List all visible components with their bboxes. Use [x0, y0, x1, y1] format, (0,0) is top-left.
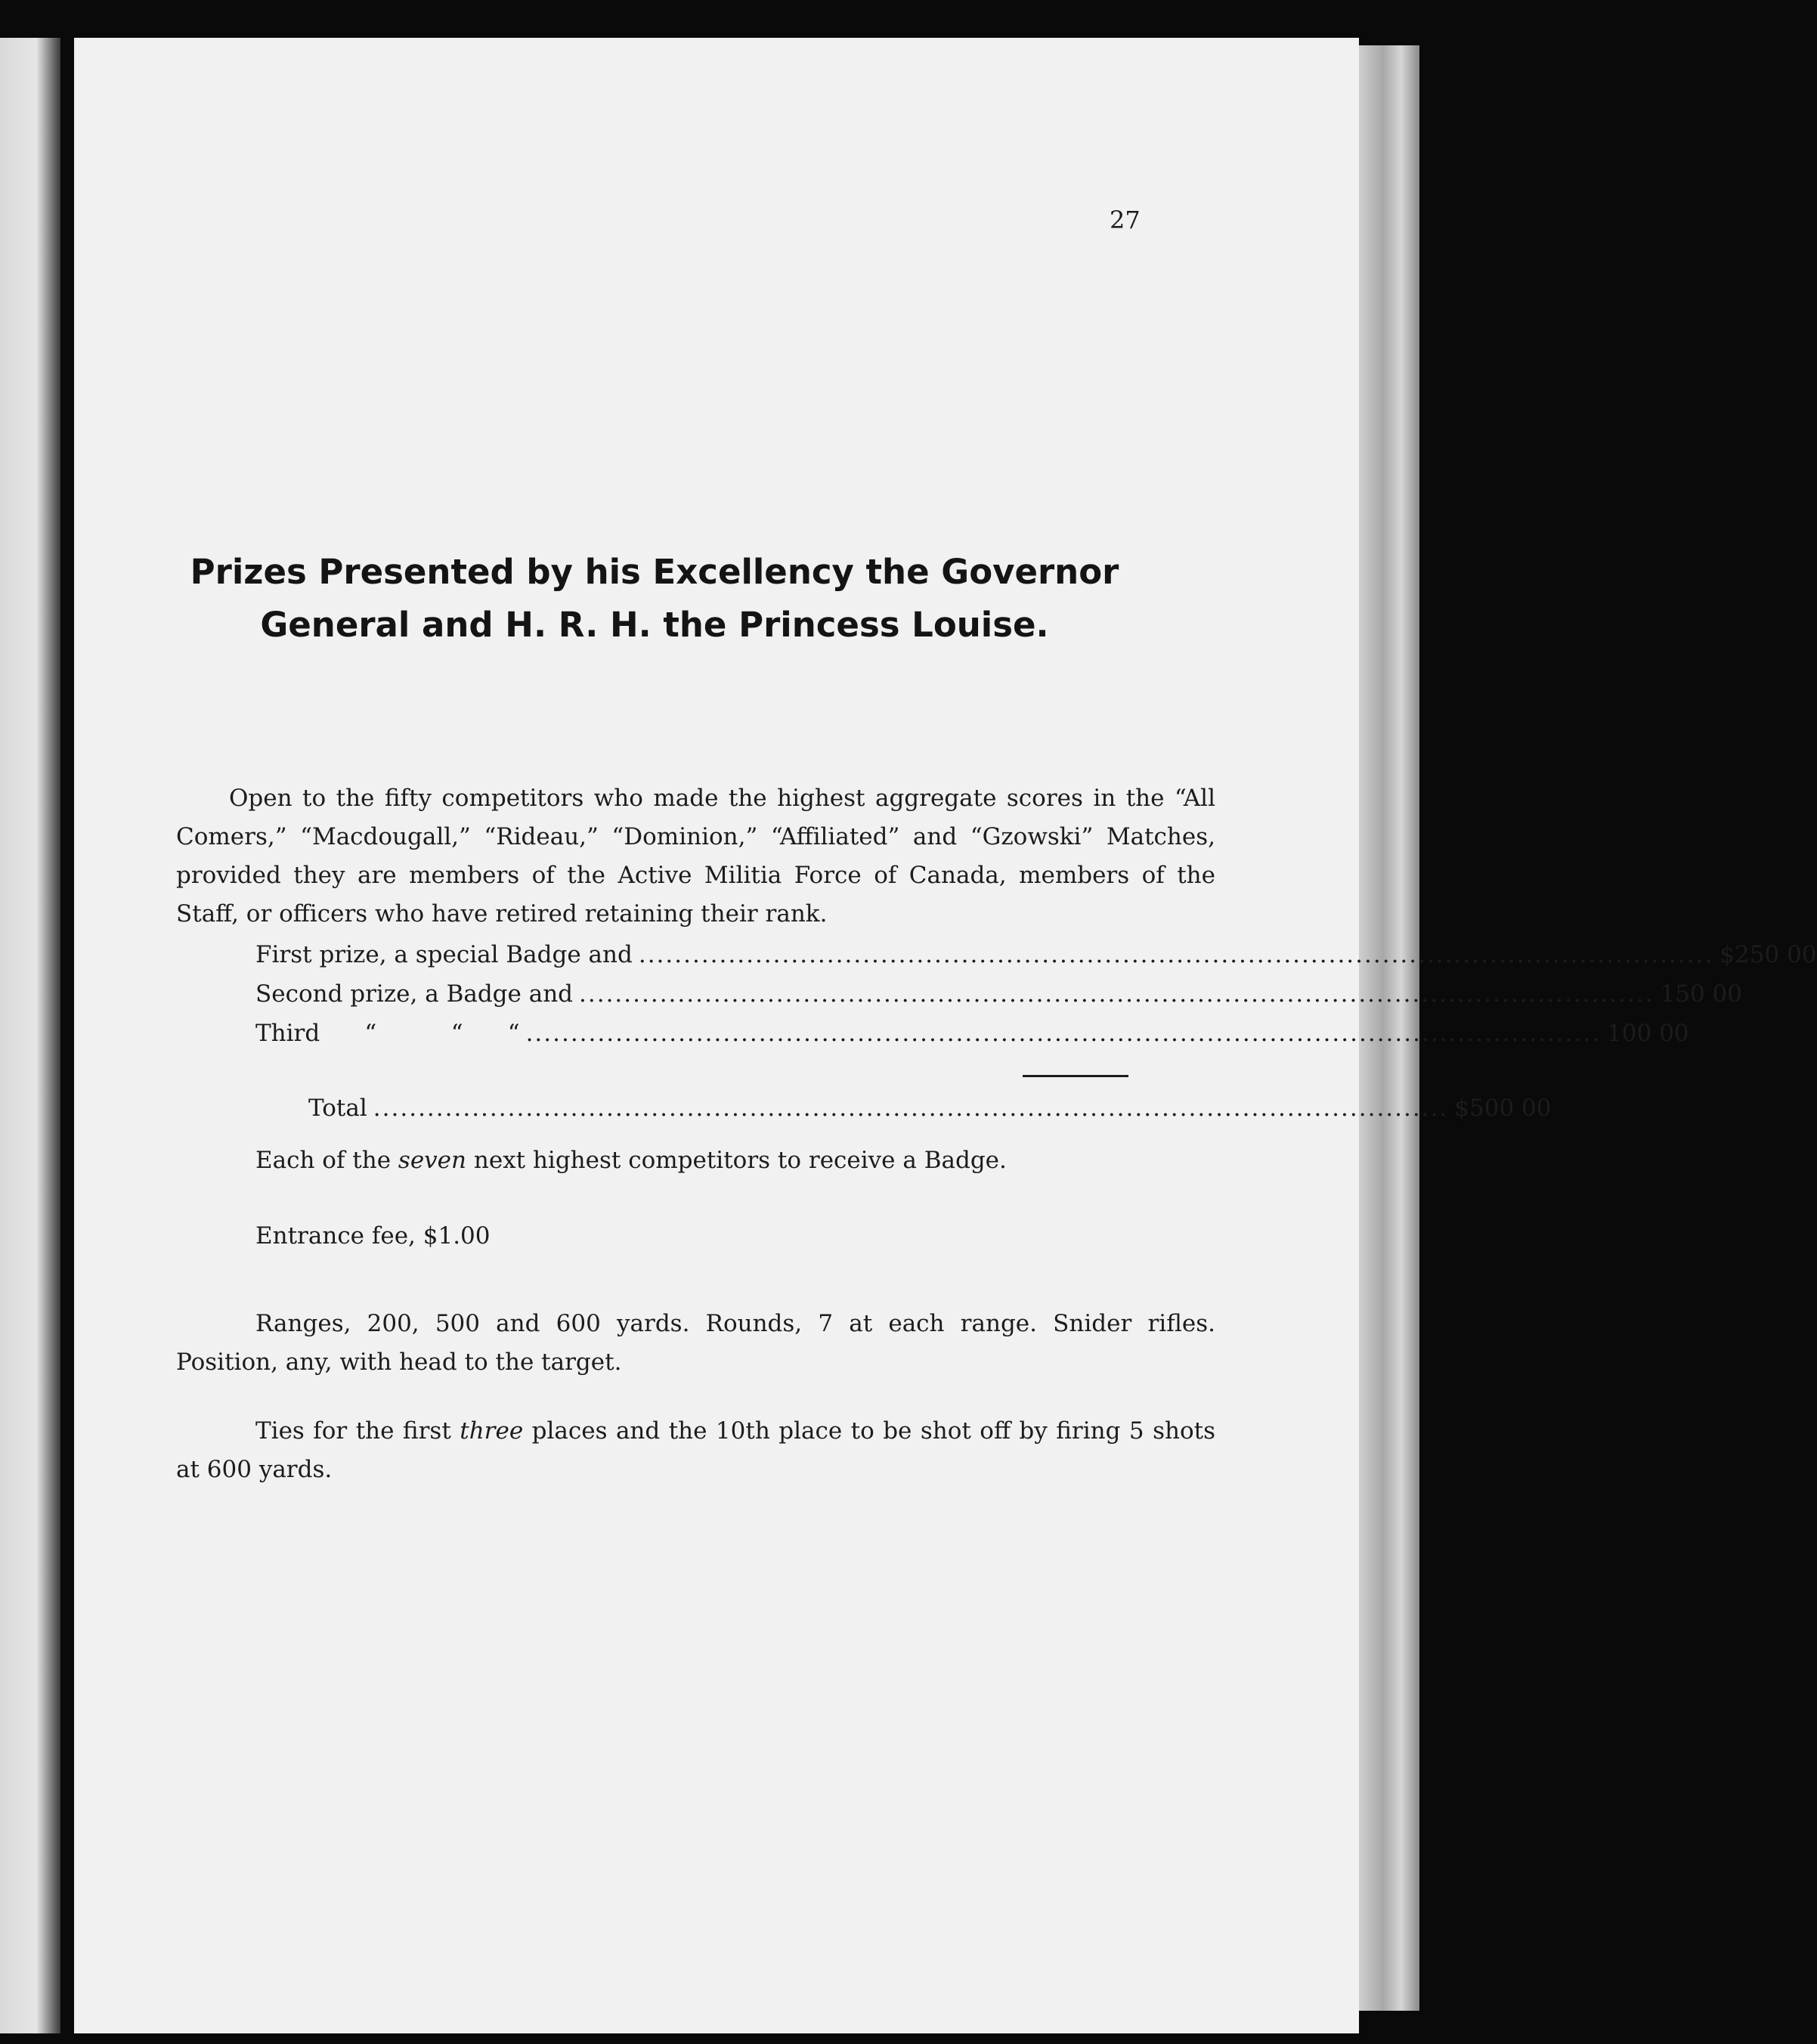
page-title: [171, 546, 1138, 652]
ties-post: places and the 10th place to be shot off by firing 5 shots at 600 yards.: [176, 1417, 1215, 1483]
page-number: 27: [1110, 206, 1141, 234]
total-row: [308, 1095, 1552, 1134]
prize-row: [255, 1020, 1689, 1059]
prize-table: [255, 941, 1817, 1059]
prize-row: [255, 980, 1742, 1020]
leader-dots: ........................................................................................................................: [579, 980, 1654, 1008]
intro-paragraph: Open to the fifty competitors who made the highest aggregate scores in the “All Comers,” “Macdougall,” “Rideau,” “Dominion,” “Affiliated” and “Gzowski” Matches, provided they are members of the Active Militia Force of Canada, members of the Staff, or officers who have retired retaining their rank.: [176, 785, 1215, 928]
ties-pre: Ties for the first: [255, 1417, 460, 1445]
leader-dots: ........................................................................................................................: [525, 1020, 1602, 1047]
prize-amount: 100 00: [1607, 1020, 1689, 1047]
badge-note-pre: Each of the: [255, 1147, 398, 1174]
entrance-fee: Entrance fee, $1.00: [255, 1222, 491, 1250]
badge-note-post: next highest competitors to receive a Badge.: [466, 1147, 1007, 1174]
book-page: [74, 38, 1817, 2033]
title-line-2: General and H. R. H. the Princess Louise.: [260, 605, 1049, 645]
prize-amount: 150 00: [1660, 980, 1742, 1008]
ties-em: three: [460, 1417, 524, 1445]
prize-label: Third “ “ “: [255, 1020, 520, 1047]
title-line-1: Prizes Presented by his Excellency the Governor: [190, 552, 1119, 592]
total-rule: [1023, 1075, 1128, 1077]
leader-dots: ........................................................................................................................: [373, 1095, 1449, 1122]
leader-dots: ........................................................................................................................: [638, 941, 1714, 968]
ties-paragraph: [176, 1412, 1215, 1489]
left-page-edge: [0, 38, 60, 2033]
prize-row: [255, 941, 1817, 980]
badge-note-em: seven: [398, 1147, 466, 1174]
ranges-paragraph: Ranges, 200, 500 and 600 yards. Rounds, 7 at each range. Snider rifles. Position, any, with head to the target.: [176, 1310, 1215, 1376]
total-label: Total: [308, 1095, 367, 1122]
prize-label: Second prize, a Badge and: [255, 980, 574, 1008]
prize-label: First prize, a special Badge and: [255, 941, 633, 968]
badge-note: [255, 1141, 1162, 1180]
prize-row-total: [308, 1095, 1552, 1134]
prize-amount: $250 00: [1719, 941, 1817, 968]
total-amount: $500 00: [1454, 1095, 1552, 1122]
